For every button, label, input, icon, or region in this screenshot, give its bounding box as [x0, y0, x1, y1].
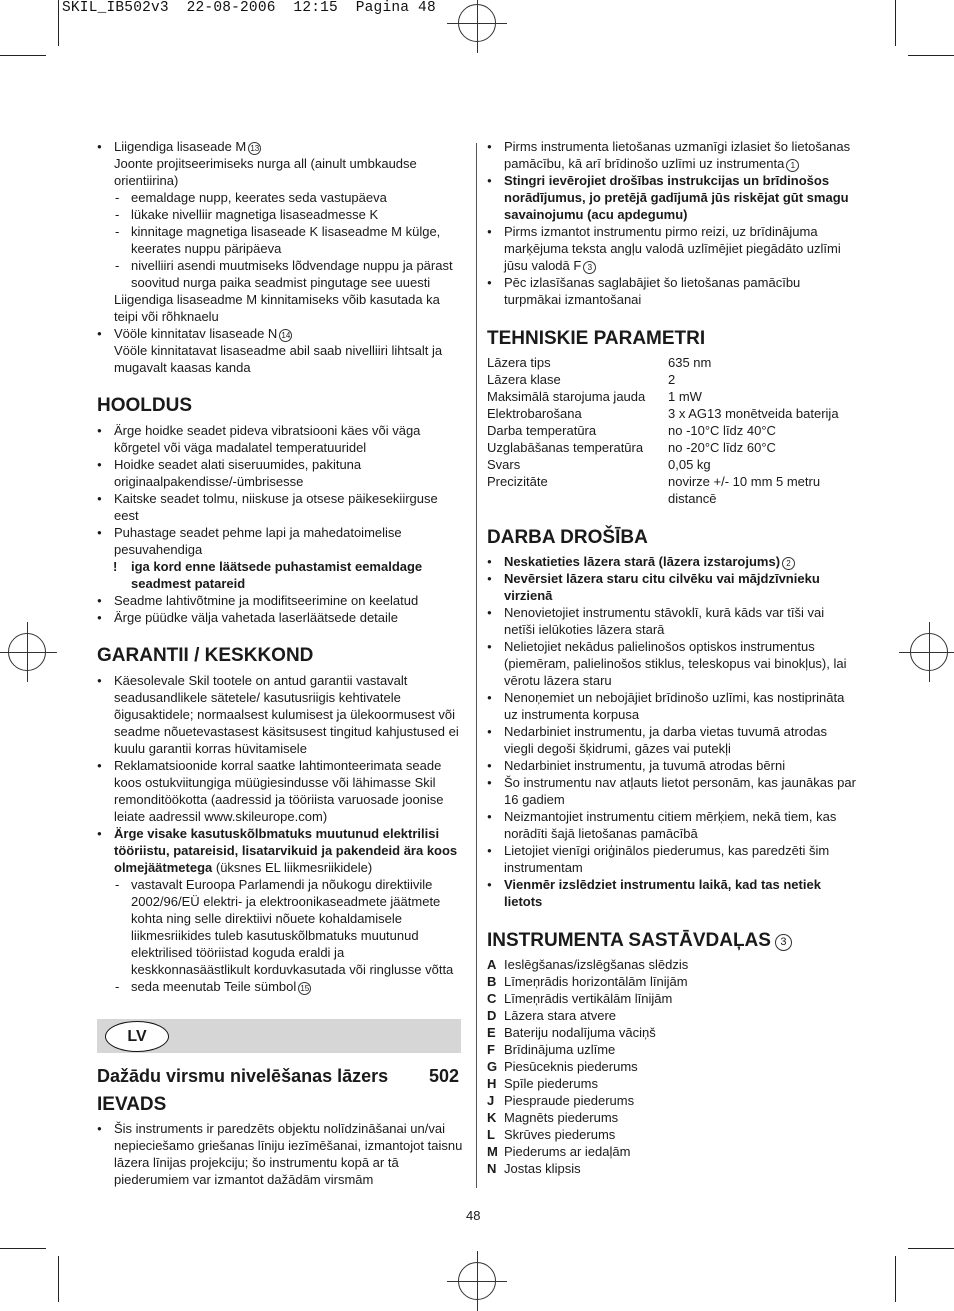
- spec-value: no -10°C līdz 40°C: [668, 423, 776, 438]
- part-label: Jostas klipsis: [504, 1161, 581, 1176]
- part-label: Ieslēgšanas/izslēgšanas slēdzis: [504, 957, 689, 972]
- list-item: ● Liigendiga lisaseade M 13: [97, 138, 465, 155]
- part-key: J: [487, 1093, 495, 1108]
- figure-ref-icon: 13: [248, 142, 261, 155]
- spec-label: Svars: [487, 457, 521, 472]
- list-item: ● Nedarbiniet instrumentu, ja tuvumā atrodas bērni: [487, 757, 857, 774]
- part-label: Lāzera stara atvere: [504, 1008, 617, 1023]
- part-key: K: [487, 1110, 497, 1125]
- warning-item: ! iga kord enne läätsede puhastamist eemaldage seadmest patareid: [97, 558, 465, 592]
- heading-darba: DARBA DROŠĪBA: [487, 527, 648, 548]
- crop-mark: [58, 1256, 59, 1302]
- figure-ref-icon: 3: [775, 934, 792, 951]
- registration-mark-top: [458, 4, 496, 42]
- ievads-list: [97, 1120, 465, 1188]
- spec-label: Precizitāte: [487, 474, 548, 489]
- list-item: ● Ärge visake kasutuskõlbmatuks muutunud elektrilisi tööriistu, patareisid, lisatarvikuid ja pakendeid ära koos olmejäätmetega (üksnes EL liikmesriikidele): [97, 825, 465, 876]
- product-title: [97, 1064, 465, 1088]
- part-label: Spīle piederums: [504, 1076, 598, 1091]
- crop-mark: [908, 1248, 954, 1249]
- figure-ref-icon: 3: [583, 261, 596, 274]
- print-header: SKIL_IB502v3 22-08-2006 12:15 Pagina 48: [62, 0, 436, 16]
- spec-label: Lāzera tips: [487, 355, 551, 370]
- crop-mark: [0, 55, 46, 56]
- crop-mark: [895, 0, 896, 46]
- list-item: ● Pirms izmantot instrumentu pirmo reizi, uz brīdinājuma marķējuma teksta angļu valodā uzlīmējiet piegādāto uzlīmi jūsu valodā F 3: [487, 223, 857, 274]
- spec-value: 3 x AG13 monētveida baterija: [668, 406, 839, 421]
- list-item: - kinnitage magnetiga lisaseade K lisaseadme M külge, keerates nuppu päripäeva: [97, 223, 465, 257]
- language-badge: LV: [105, 1021, 169, 1052]
- spec-label: Darba temperatūra: [487, 423, 597, 438]
- list-item: - nivelliiri asendi muutmiseks lõdvendage nuppu ja pärast soovitud nurga paika seadmist pingutage see uuesti: [97, 257, 465, 291]
- list-item: ● Reklamatsioonide korral saatke lahtimonteerimata seade koos ostukviitungiga müügiesindusse või lähimasse Skil remonditöökotta (aadressid ja tööriista varuosade joonise leiate aadressil www.skileurope.com): [97, 757, 465, 825]
- part-key: C: [487, 991, 497, 1006]
- part-key: N: [487, 1161, 497, 1176]
- list-item: ● Nedarbiniet instrumentu, ja darba vietas tuvumā atrodas viegli degoši šķidrumi, gāzes vai putekļi: [487, 723, 857, 757]
- left-column: [97, 138, 465, 995]
- intro-list: [487, 138, 857, 308]
- crop-mark: [908, 55, 954, 56]
- list-item: ● Käesolevale Skil tootele on antud garantii vastavalt seadusandlikele sätetele/ kasutusriigis kehtivatele õigusaktidele; normaalsest kulumisest ja ülekoormusest või seadme nõuetevastasest käsitsusest tingitud kahjustused ei kuulu garantii korras hüvitamisele: [97, 672, 465, 757]
- product-model: 502: [428, 1066, 459, 1086]
- list-item: Joonte projitseerimiseks nurga all (ainult umbkaudse orientiirina): [114, 156, 417, 188]
- list-item: ● Pēc izlasīšanas saglabājiet šo lietošanas pamācību turpmākai izmantošanai: [487, 274, 857, 308]
- part-label: Magnēts piederums: [504, 1110, 619, 1125]
- column-divider: [476, 143, 477, 1188]
- list-item: ● Pirms instrumenta lietošanas uzmanīgi izlasiet šo lietošanas pamācību, kā arī brīdinošo uzlīmi uz instrumenta 1: [487, 138, 857, 172]
- heading-tehniskie: TEHNISKIE PARAMETRI: [487, 328, 706, 349]
- list-item: Vööle kinnitatavat lisaseadme abil saab nivelliiri lihtsalt ja mugavalt kaasas kanda: [114, 343, 443, 375]
- spec-value: 0,05 kg: [668, 457, 711, 472]
- list-item: ● Neizmantojiet instrumentu citiem mērķiem, nekā tiem, kas norādīti šajā lietošanas pamācībā: [487, 808, 857, 842]
- list-item: ● Šis instruments ir paredzēts objektu nolīdzināšanai un/vai nepieciešamo griešanas līniju iezīmēšanai, izmantojot taisnu lāzera līnijas projekciju; šo instrumentu kopā ar tā piederumiem var izmantot dažādām virsmām: [97, 1120, 465, 1188]
- list-item: Liigendiga lisaseadme M kinnitamiseks võib kasutada ka teipi või rõhknaelu: [114, 292, 440, 324]
- spec-value: 635 nm: [668, 355, 712, 370]
- registration-mark-bottom: [458, 1262, 496, 1300]
- list-item: ● Nevērsiet lāzera staru citu cilvēku vai mājdzīvnieku virzienā: [487, 570, 857, 604]
- right-column: [487, 138, 857, 1177]
- list-item: ● Nenovietojiet instrumentu stāvoklī, kurā kāds var tīši vai netīši ielūkoties lāzera starā: [487, 604, 857, 638]
- crop-mark: [895, 1256, 896, 1302]
- registration-mark-right: [910, 633, 948, 671]
- part-label: Skrūves piederums: [504, 1127, 616, 1142]
- figure-ref-icon: 2: [782, 557, 795, 570]
- figure-ref-icon: 1: [786, 159, 799, 172]
- spec-value: novirze +/- 10 mm 5 metru distancē: [668, 474, 821, 506]
- part-key: F: [487, 1042, 495, 1057]
- registration-mark-left: [8, 633, 46, 671]
- left-column-lower: [97, 1064, 465, 1188]
- list-item: ● Šo instrumentu nav atļauts lietot personām, kas jaunākas par 16 gadiem: [487, 774, 857, 808]
- spec-value: no -20°C līdz 60°C: [668, 440, 776, 455]
- list-item: ● Neskatieties lāzera starā (lāzera izstarojums) 2: [487, 553, 857, 570]
- spec-label: Uzglabāšanas temperatūra: [487, 440, 644, 455]
- list-item: - lükake nivelliir magnetiga lisaseadmesse K: [97, 206, 465, 223]
- part-label: Bateriju nodalījuma vāciņš: [504, 1025, 656, 1040]
- figure-ref-icon: 14: [279, 329, 292, 342]
- spec-label: Maksimālā starojuma jauda: [487, 389, 646, 404]
- part-key: E: [487, 1025, 496, 1040]
- spec-label: Lāzera klase: [487, 372, 561, 387]
- spec-table: [487, 354, 857, 507]
- list-item: ● Kaitske seadet tolmu, niiskuse ja otsese päikesekiirguse eest: [97, 490, 465, 524]
- list-item: ● Stingri ievērojiet drošības instrukcijas un brīdinošos norādījumus, jo pretējā gadījumā jūs riskējat gūt smagu savainojumu (acu apdegumu): [487, 172, 857, 223]
- part-key: D: [487, 1008, 497, 1023]
- part-key: A: [487, 957, 497, 972]
- part-label: Brīdinājuma uzlīme: [504, 1042, 616, 1057]
- part-key: L: [487, 1127, 495, 1142]
- part-label: Līmeņrādis vertikālām līnijām: [504, 991, 673, 1006]
- part-label: Piespraude piederums: [504, 1093, 635, 1108]
- list-item: ● Ärge hoidke seadet pideva vibratsiooni käes või väga kõrgetel või väga madalatel temperatuuridel: [97, 422, 465, 456]
- parts-list: [487, 956, 857, 1177]
- darba-list: [487, 553, 857, 910]
- spec-value: 2: [668, 372, 676, 387]
- list-item: ● Vienmēr izslēdziet instrumentu laikā, kad tas netiek lietots: [487, 876, 857, 910]
- heading-hooldus: HOOLDUS: [97, 395, 192, 416]
- part-key: B: [487, 974, 497, 989]
- product-title-text: Dažādu virsmu nivelēšanas lāzers: [97, 1066, 389, 1086]
- crop-mark: [0, 1248, 46, 1249]
- list-item: ● Lietojiet vienīgi oriģinālos piederumus, kas paredzēti šim instrumentam: [487, 842, 857, 876]
- page-number: 48: [466, 1208, 481, 1223]
- heading-ievads: IEVADS: [97, 1094, 167, 1115]
- list-item: ● Ärge püüdke välja vahetada laserläätsede detaile: [97, 609, 465, 626]
- language-band: [97, 1019, 461, 1053]
- list-item: ● Seadme lahtivõtmine ja modifitseerimine on keelatud: [97, 592, 465, 609]
- list-item: ● Vööle kinnitatav lisaseade N 14: [97, 325, 465, 342]
- list-item: ● Nelietojiet nekādus palielinošos optiskos instrumentus (piemēram, palielinošos stiklus, teleskopus vai binokļus), lai vērotu lāzera staru: [487, 638, 857, 689]
- crop-mark: [58, 0, 59, 46]
- list-item: ● Nenoņemiet un nebojājiet brīdinošo uzlīmi, kas nostiprināta uz instrumenta korpusa: [487, 689, 857, 723]
- list-item: ● Puhastage seadet pehme lapi ja mahedatoimelise pesuvahendiga: [97, 524, 465, 558]
- hooldus-list: [97, 422, 465, 626]
- spec-label: Elektrobarošana: [487, 406, 582, 421]
- list-item: - vastavalt Euroopa Parlamendi ja nõukogu direktiivile 2002/96/EÜ elektri- ja elektroonikaseadmete jäätmete kohta ning selle direktiivi nõuete kohaldamisele liikmesriikides tuleb kasutuskõlbmatuks muutunud elektrilised tööriistad koguda eraldi ja keskkonnasäästlikult korduvkasutada või ringlusse võtta: [97, 876, 465, 978]
- part-label: Piesūceknis piederums: [504, 1059, 638, 1074]
- figure-ref-icon: 15: [298, 982, 311, 995]
- accessory-list: [97, 138, 465, 376]
- list-item: - eemaldage nupp, keerates seda vastupäeva: [97, 189, 465, 206]
- list-item: ● Hoidke seadet alati siseruumides, pakituna originaalpakendisse/-ümbrisesse: [97, 456, 465, 490]
- spec-value: 1 mW: [668, 389, 702, 404]
- garantii-list: [97, 672, 465, 995]
- list-item: - seda meenutab Teile sümbol 15: [97, 978, 465, 995]
- part-key: G: [487, 1059, 498, 1074]
- heading-instrumenta: INSTRUMENTA SASTĀVDAĻAS 3: [487, 929, 857, 953]
- part-label: Piederums ar iedaļām: [504, 1144, 631, 1159]
- heading-garantii: GARANTII / KESKKOND: [97, 645, 314, 666]
- part-label: Līmeņrādis horizontālām līnijām: [504, 974, 688, 989]
- part-key: H: [487, 1076, 497, 1091]
- part-key: M: [487, 1144, 498, 1159]
